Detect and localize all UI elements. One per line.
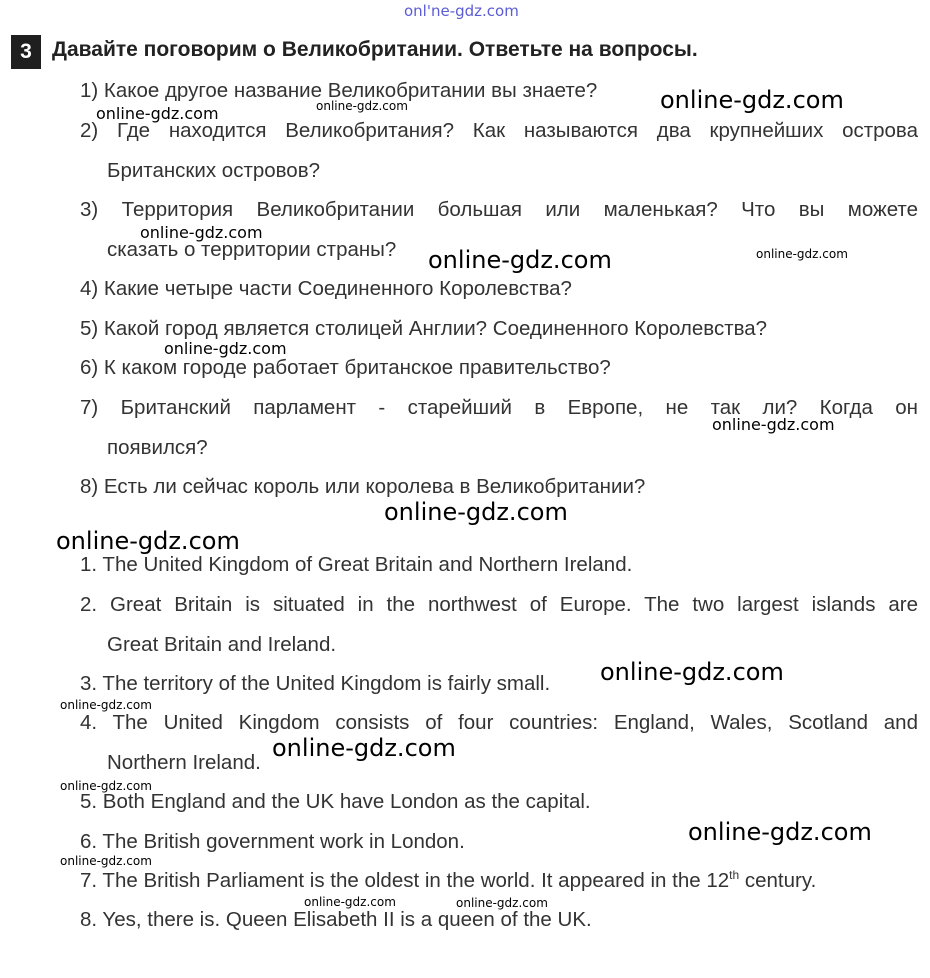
watermark: online-gdz.com: [60, 854, 152, 868]
exercise-number: 3: [11, 35, 41, 69]
answer-5: [80, 782, 918, 822]
watermark: online-gdz.com: [712, 415, 835, 434]
watermark: online-gdz.com: [140, 223, 263, 242]
watermark: online-gdz.com: [164, 339, 287, 358]
answer-2: [80, 585, 918, 664]
question-text-continued: Британских островов?: [107, 158, 320, 182]
question-text: 3) Территория Великобритании большая или маленькая? Что вы можете: [80, 198, 918, 221]
watermark: online-gdz.com: [660, 86, 844, 114]
watermark: online-gdz.com: [96, 104, 219, 123]
answer-text-continued: Great Britain and Ireland.: [107, 632, 337, 656]
answer-text: 6. The British government work in London.: [80, 830, 465, 853]
answer-text-end: century.: [739, 869, 817, 892]
watermark: online-gdz.com: [384, 498, 568, 526]
watermark: online-gdz.com: [456, 896, 548, 910]
question-text: 1) Какое другое название Великобритании вы знаете?: [80, 79, 598, 102]
answer-7: [80, 861, 918, 901]
question-4: [80, 269, 918, 309]
watermark: online-gdz.com: [304, 895, 396, 909]
answer-text: 5. Both England and the UK have London as the capital.: [80, 790, 591, 813]
watermark: online-gdz.com: [272, 734, 456, 762]
question-text-continued: сказать о территории страны?: [107, 237, 397, 261]
answer-text: 8. Yes, there is. Queen Elisabeth II is a queen of the UK.: [80, 908, 592, 931]
watermark: online-gdz.com: [56, 527, 240, 555]
watermark: online-gdz.com: [60, 779, 152, 793]
watermark: online-gdz.com: [688, 818, 872, 846]
question-text-continued: появился?: [107, 435, 208, 459]
answer-4: [80, 703, 918, 782]
answer-text: 3. The territory of the United Kingdom is fairly small.: [80, 672, 551, 695]
watermark: online-gdz.com: [60, 698, 152, 712]
question-text: 6) К каком городе работает британское правительство?: [80, 356, 611, 379]
question-text: 2) Где находится Великобритания? Как называются два крупнейших острова: [80, 119, 918, 142]
question-text: 8) Есть ли сейчас король или королева в Великобритании?: [80, 475, 646, 498]
exercise-title: Давайте поговорим о Великобритании. Ответьте на вопросы.: [52, 38, 698, 61]
question-text: 5) Какой город является столицей Англии? Соединенного Королевства?: [80, 317, 768, 340]
answer-text: 7. The British Parliament is the oldest in the world. It appeared in the 12: [80, 869, 730, 892]
answer-text: 4. The United Kingdom consists of four countries: England, Wales, Scotland and: [80, 711, 918, 734]
watermark: online-gdz.com: [428, 246, 612, 274]
watermark: online-gdz.com: [316, 99, 408, 113]
question-text: 4) Какие четыре части Соединенного Королевства?: [80, 277, 572, 300]
answer-text: 1. The United Kingdom of Great Britain and Northern Ireland.: [80, 553, 633, 576]
watermark-top: onl'ne-gdz.com: [404, 2, 519, 20]
answer-3: [80, 664, 918, 704]
question-text: 7) Британский парламент - старейший в Европе, не так ли? Когда он: [80, 396, 918, 419]
answer-text: 2. Great Britain is situated in the northwest of Europe. The two largest islands are: [80, 593, 918, 616]
answer-text-continued: Northern Ireland.: [107, 750, 261, 774]
watermark: online-gdz.com: [756, 247, 848, 261]
superscript-th: th: [729, 868, 740, 883]
watermark: online-gdz.com: [600, 658, 784, 686]
